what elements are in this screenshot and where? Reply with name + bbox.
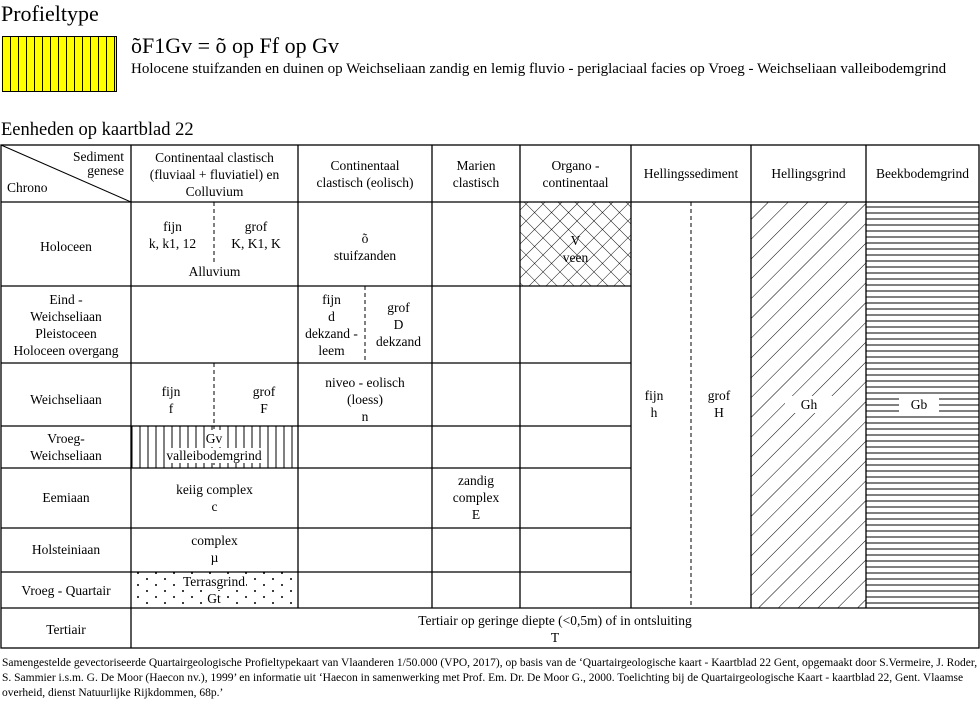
corner-sediment: Sediment (73, 149, 124, 164)
source-footnote: Samengestelde gevectoriseerde Quartairgeologische Profieltypekaart van Vlaanderen 1/50.000 (VPO, 2017), op basis van de ‘Quartairgeologische kaart - Kaartblad 22 Gent, opgemaakt door S.Vermeire, J. Roder, S. Sammier i.s.m. G. De Moor (Haecon nv.), 1999’ en informatie uit ‘Haecon in samenwerking met Prof. Em. Dr. De Moor G., 2000. Toelichting bij de Quartairgeologische Kaart - kaartblad 22, Gent. Vlaamse overheid, dienst Natuurlijke Rijkdommen, 68p.’ (2, 657, 978, 699)
row-vroeg-quartair: Vroeg - Quartair (21, 583, 111, 598)
cell-weichseliaan-fijn: fijn f (161, 384, 181, 416)
cell-helling-fijn: fijn h (644, 388, 664, 420)
col-header-marien: Marien clastisch (452, 158, 500, 190)
col-header-cont-eol: Continentaal clastisch (eolisch) (316, 158, 414, 190)
cell-keiig-complex: keiig complex c (176, 482, 253, 514)
page-title: Profieltype (1, 1, 99, 26)
cell-alluvium: Alluvium (188, 264, 241, 279)
row-weichseliaan: Weichseliaan (30, 392, 102, 407)
row-eind-weichseliaan: Eind - Weichseliaan Pleistoceen Holoceen overgang (13, 292, 119, 358)
cell-zandig-complex: zandig complex E (452, 473, 500, 522)
cell-terrasgrind: Terrasgrind Gt (182, 574, 246, 606)
cell-holoceen-grof: grof K, K1, K (231, 219, 281, 251)
cell-gh: Gh (785, 396, 833, 413)
col-header-beekbodem: Beekbodemgrind (876, 166, 969, 181)
cell-valleibodemgrind: Gv valleibodemgrind (166, 431, 262, 463)
row-holoceen: Holoceen (40, 239, 92, 254)
cell-stuifzanden: õ stuifzanden (333, 231, 397, 263)
profile-description: Holocene stuifzanden en duinen op Weichseliaan zandig en lemig fluvio - periglaciaal facies op Vroeg - Weichseliaan valleibodemgrind (131, 61, 947, 77)
cell-complex: complex µ (191, 533, 238, 565)
col-header-cont-fluv: Continentaal clastisch (fluviaal + fluviatiel) en Colluvium (149, 150, 280, 199)
col-header-hellingsgrind: Hellingsgrind (771, 166, 846, 181)
cell-helling-grof: grof H (707, 388, 731, 420)
cell-weichseliaan-grof: grof F (252, 384, 276, 416)
corner-chrono: Chrono (7, 180, 48, 195)
cell-dekzand-grof: grof D dekzand (376, 300, 421, 349)
cell-loess: niveo - eolisch (loess) n (325, 375, 405, 424)
col-header-helling: Hellingssediment (643, 166, 739, 181)
row-tertiair: Tertiair (46, 622, 86, 637)
cell-dekzand-leem: fijn d dekzand - leem (305, 292, 358, 358)
cell-gb: Gb (899, 396, 939, 413)
cell-veen: V veen (562, 233, 589, 265)
corner-genese: genese (87, 163, 124, 178)
table-title: Eenheden op kaartblad 22 (1, 120, 194, 140)
row-eemiaan: Eemiaan (42, 490, 90, 505)
col-header-organo: Organo - continentaal (542, 158, 609, 190)
cell-tertiair: Tertiair op geringe diepte (<0,5m) of in ontsluiting T (418, 613, 692, 645)
cell-holoceen-fijn: fijn k, k1, 12 (148, 219, 197, 251)
row-holsteiniaan: Holsteiniaan (31, 542, 101, 557)
profile-formula: õF1Gv = õ op Ff op Gv (131, 33, 339, 58)
row-vroeg-weichseliaan: Vroeg- Weichseliaan (30, 431, 102, 463)
